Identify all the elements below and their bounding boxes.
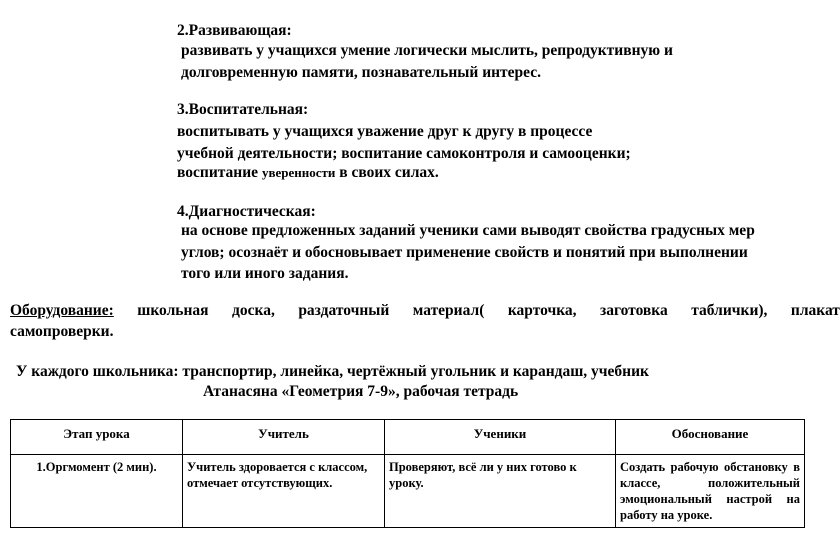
- goal-2-line-1: развивать у учащихся умение логически мыслить, репродуктивную и: [181, 42, 673, 59]
- goal-3-line-2: учебной деятельности; воспитание самоконтроля и самооценки;: [177, 145, 631, 162]
- equipment-line-2: самопроверки.: [10, 323, 114, 340]
- goal-4-line-3: того или иного задания.: [181, 265, 349, 282]
- goal-3-line-3-a: воспитание: [177, 164, 259, 181]
- lesson-table: [10, 419, 805, 528]
- student-kit-line-2: Атанасяна «Геометрия 7-9», рабочая тетрадь: [203, 383, 519, 400]
- header-students: Ученики: [385, 420, 616, 455]
- equipment-word: материал(: [412, 302, 485, 319]
- goal-3-line-1: воспитывать у учащихся уважение друг к другу в процессе: [177, 123, 593, 140]
- goal-3-line-3: [177, 164, 439, 182]
- cell-students: Проверяют, всё ли у них готово к уроку.: [385, 455, 616, 528]
- goal-4-line-2: углов; осознаёт и обосновывает применение свойств и понятий при выполнении: [181, 244, 748, 261]
- goal-3-heading: 3.Воспитательная:: [177, 101, 309, 118]
- equipment-word: раздаточный: [298, 302, 390, 319]
- goal-4-line-1: на основе предложенных заданий ученики сами выводят свойства градусных мер: [181, 222, 755, 239]
- header-rationale: Обоснование: [616, 420, 805, 455]
- cell-stage: 1.Оргмомент (2 мин).: [11, 455, 183, 528]
- cell-teacher: Учитель здоровается с классом, отмечает отсутствующих.: [183, 455, 385, 528]
- equipment-word: доска,: [232, 302, 275, 319]
- table-header-row: [11, 420, 805, 455]
- equipment-word: школьная: [137, 302, 209, 319]
- equipment-line-1: [10, 302, 840, 320]
- header-stage: Этап урока: [11, 420, 183, 455]
- equipment-word: таблички),: [691, 302, 768, 319]
- goal-2-line-2: долговременную памяти, познавательный интерес.: [181, 64, 541, 81]
- equipment-label: Оборудование:: [10, 302, 114, 319]
- header-teacher: Учитель: [183, 420, 385, 455]
- equipment-word: плакат: [790, 302, 840, 319]
- student-kit-line-1: У каждого школьника: транспортир, линейка, чертёжный угольник и карандаш, учебник: [16, 363, 649, 380]
- goal-3-line-3-b: уверенности: [261, 165, 336, 180]
- table-row: [11, 455, 805, 528]
- equipment-word: заготовка: [599, 302, 668, 319]
- goal-2-heading: 2.Развивающая:: [177, 22, 292, 39]
- goal-3-line-3-c: в своих силах.: [339, 164, 439, 181]
- equipment-word: карточка,: [507, 302, 577, 319]
- cell-rationale: Создать рабочую обстановку в классе, положительный эмоциональный настрой на работу на уроке.: [616, 455, 805, 528]
- goal-4-heading: 4.Диагностическая:: [177, 203, 316, 220]
